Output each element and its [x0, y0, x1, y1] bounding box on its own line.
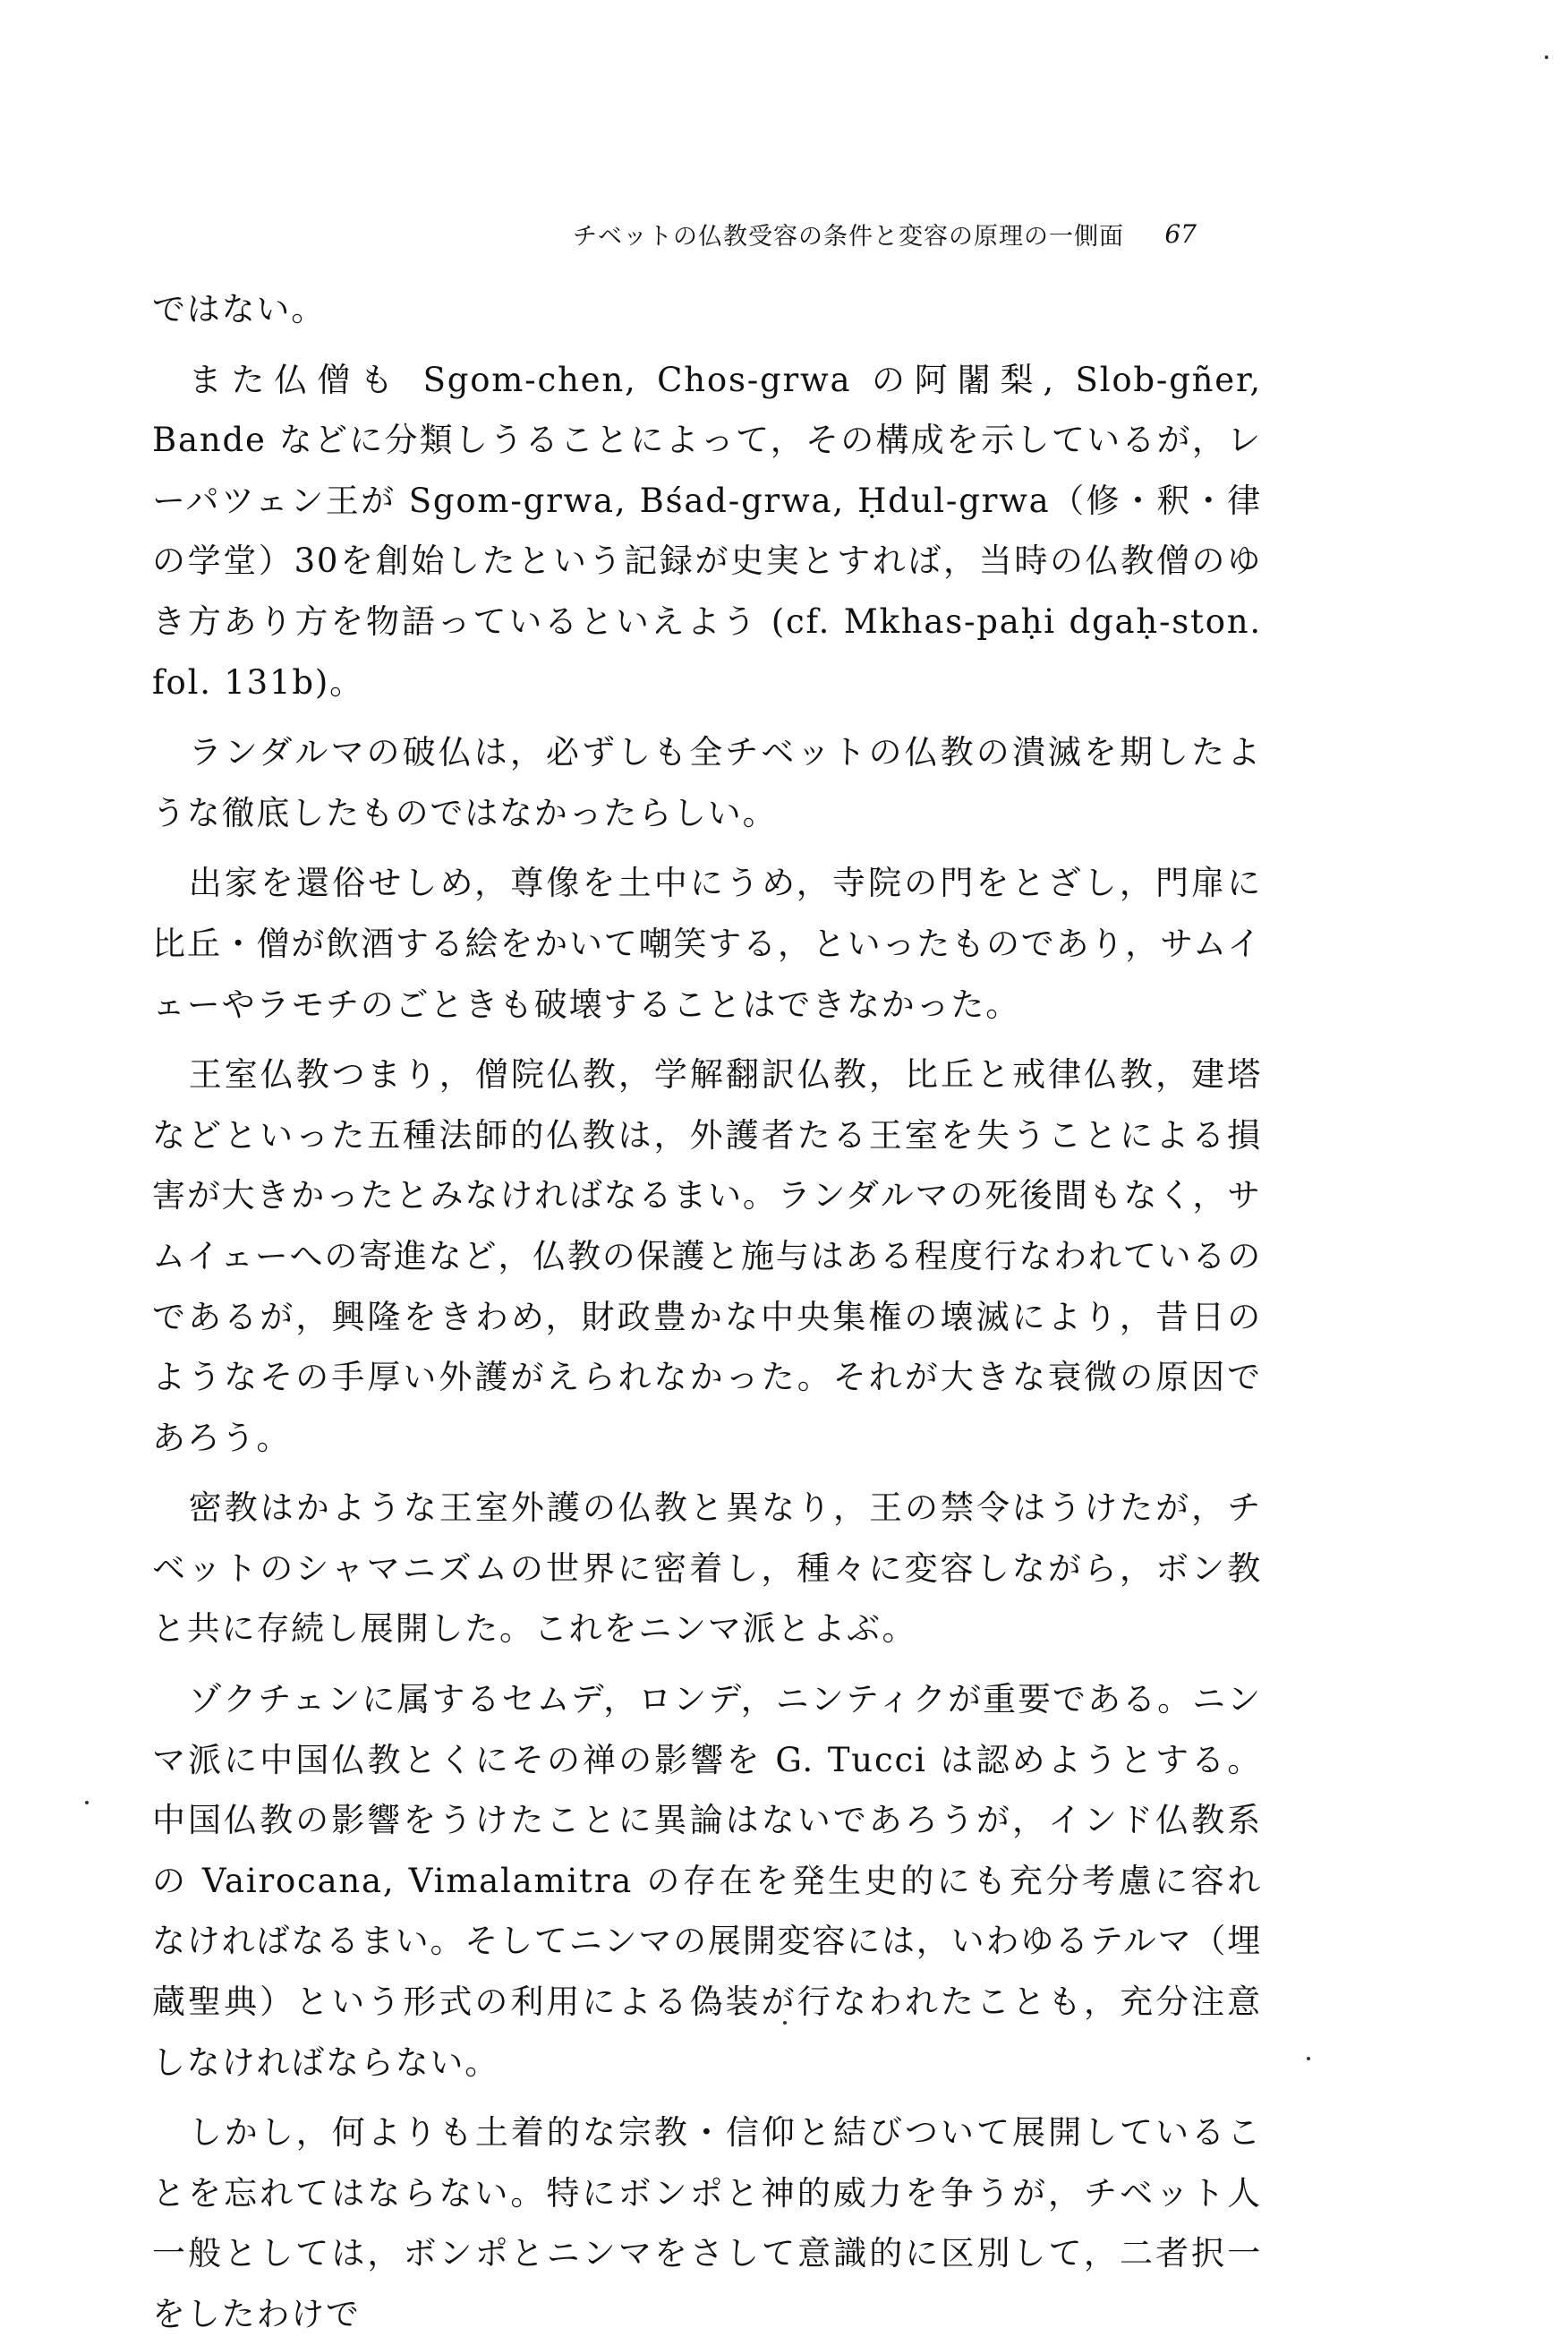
scan-speck — [783, 2021, 787, 2025]
scan-speck — [1545, 55, 1548, 59]
running-title: チベットの仏教受容の条件と変容の原理の一側面 — [573, 222, 1124, 251]
paragraph: 出家を還俗せしめ，尊像を土中にうめ，寺院の門をとざし，門扉に比丘・僧が飲酒する絵をかいて嘲笑する，といったものであり，サムイェーやラモチのごときも破壊することはできなかった。 — [152, 864, 1262, 1024]
paragraph: 王室仏教つまり，僧院仏教，学解翻訳仏教，比丘と戒律仏教，建塔などといった五種法師的仏教は，外護者たる王室を失うことによる損害が大きかったとみなければなるまい。ランダルマの死後間もなく，サムイェーへの寄進など，仏教の保護と施与はある程度行なわれているのであるが，興隆をきわめ，財政豊かな中央集権の壊滅により，昔日のようなその手厚い外護がえられなかった。それが大きな衰微の原因であろう。 — [152, 1055, 1262, 1457]
scan-speck — [1307, 2057, 1310, 2060]
paragraph: また仏僧も Sgom-chen, Chos-grwa の阿闍梨, Slob-gñer, Bande などに分類しうることによって，その構成を示しているが，レーパツェン王が Sgom-grwa, Bśad-grwa, Ḥdul-grwa（修・釈・律の学堂）30を創始したという記録が史実とすれば，当時の仏教僧のゆき方あり方を物語っているといえよう (cf. Mkhas-paḥi dgaḥ-ston. fol. 131b)。 — [152, 360, 1262, 702]
scan-speck — [85, 1801, 89, 1804]
paragraph: 密教はかような王室外護の仏教と異なり，王の禁令はうけたが，チベットのシャマニズムの世界に密着し，種々に変容しながら，ボン教と共に存続し展開した。これをニンマ派とよぶ。 — [152, 1488, 1262, 1649]
paragraph: しかし，何よりも土着的な宗教・信仰と結びついて展開していることを忘れてはならない。特にボンポと神的威力を争うが，チベット人一般としては，ボンポとニンマをさして意識的に区別して，二者択一をしたわけで — [152, 2113, 1262, 2333]
page-number: 67 — [1164, 218, 1197, 249]
running-header — [573, 211, 1197, 256]
body-text — [152, 279, 1262, 2345]
paragraph: ではない。 — [152, 290, 326, 328]
paragraph: ゾクチェンに属するセムデ，ロンデ，ニンティクが重要である。ニンマ派に中国仏教とくにその禅の影響を G. Tucci は認めようとする。中国仏教の影響をうけたことに異論はないであろうが，インド仏教系の Vairocana, Vimalamitra の存在を発生史的にも充分考慮に容れなければなるまい。そしてニンマの展開変容には，いわゆるテルマ（埋蔵聖典）という形式の利用による偽装が行なわれたことも，充分注意しなければならない。 — [152, 1680, 1262, 2082]
paragraph: ランダルマの破仏は，必ずしも全チベットの仏教の潰滅を期したような徹底したものではなかったらしい。 — [152, 733, 1262, 832]
